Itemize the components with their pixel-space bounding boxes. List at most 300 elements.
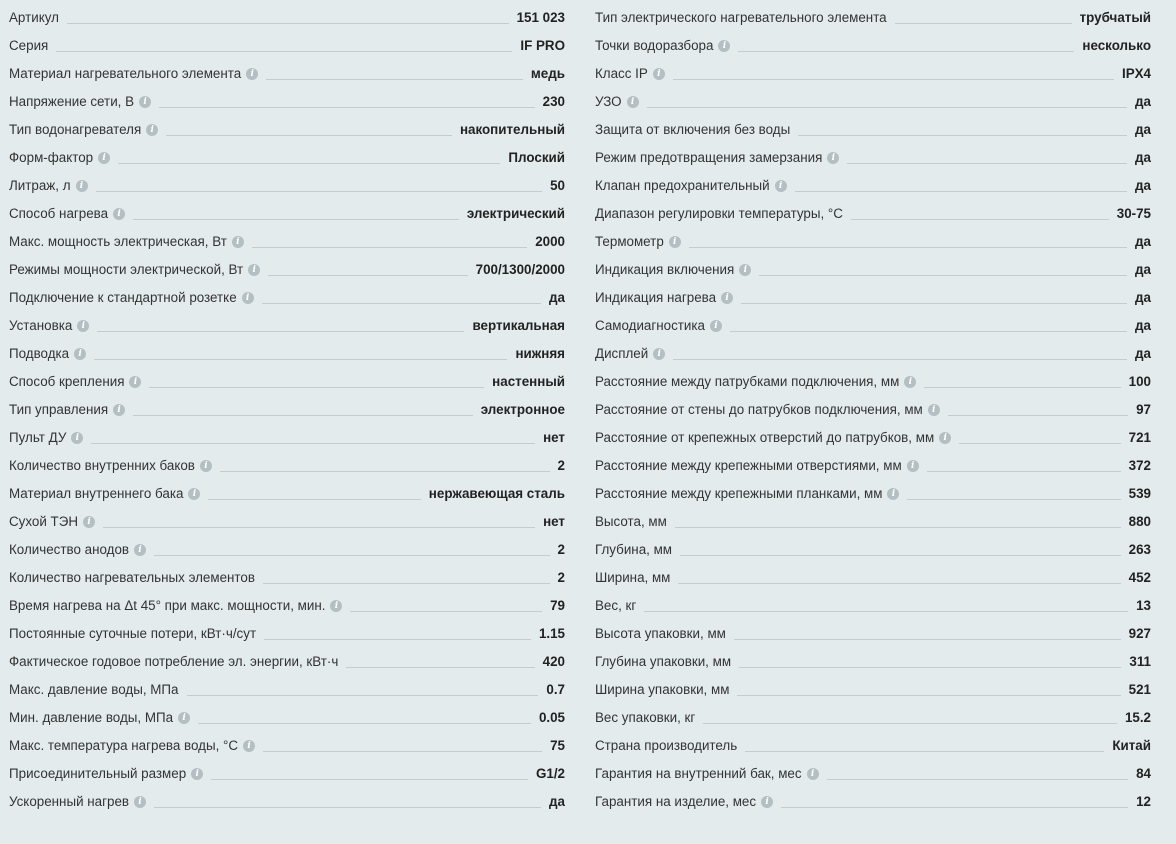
spec-row <box>595 478 1151 506</box>
spec-label-text: Макс. давление воды, МПа <box>9 682 179 697</box>
spec-label <box>9 654 338 670</box>
leader-line <box>730 331 1127 332</box>
info-icon[interactable]: i <box>827 152 839 164</box>
spec-row <box>9 730 565 758</box>
info-icon[interactable]: i <box>887 488 899 500</box>
spec-row <box>9 198 565 226</box>
spec-label <box>9 402 125 418</box>
spec-value: да <box>549 794 565 809</box>
spec-row <box>9 674 565 702</box>
info-icon[interactable]: i <box>242 292 254 304</box>
info-icon[interactable]: i <box>653 348 665 360</box>
spec-value: 1.15 <box>538 626 565 641</box>
spec-value: Плоский <box>508 150 565 165</box>
leader-line <box>350 611 542 612</box>
spec-value: 100 <box>1128 374 1151 389</box>
leader-line <box>927 471 1121 472</box>
spec-label <box>9 318 89 334</box>
spec-label-text: Расстояние между патрубками подключения, мм <box>595 374 900 389</box>
spec-row <box>9 170 565 198</box>
leader-line <box>847 163 1127 164</box>
leader-line <box>959 443 1121 444</box>
spec-label-text: Присоединительный размер <box>9 766 187 781</box>
spec-row <box>595 702 1151 730</box>
spec-label <box>595 794 773 810</box>
leader-line <box>798 135 1127 136</box>
spec-label-text: Высота, мм <box>595 514 667 529</box>
spec-row <box>9 478 565 506</box>
spec-label-text: Ширина упаковки, мм <box>595 682 730 697</box>
spec-row <box>9 310 565 338</box>
spec-label <box>595 710 695 726</box>
spec-label-text: Количество внутренних баков <box>9 458 195 473</box>
spec-value: 2000 <box>535 234 565 249</box>
spec-row <box>9 86 565 114</box>
leader-line <box>745 751 1104 752</box>
info-icon[interactable]: i <box>939 432 951 444</box>
info-icon[interactable]: i <box>669 236 681 248</box>
spec-row <box>595 282 1151 310</box>
spec-label-text: Подключение к стандартной розетке <box>9 290 237 305</box>
spec-label <box>595 402 940 418</box>
spec-value: да <box>1135 262 1151 277</box>
spec-label-text: Ширина, мм <box>595 570 671 585</box>
spec-label-text: Класс IP <box>595 66 648 81</box>
spec-row <box>9 366 565 394</box>
spec-row <box>9 450 565 478</box>
spec-value: 539 <box>1128 486 1151 501</box>
spec-value: 84 <box>1136 766 1151 781</box>
spec-value: нет <box>543 430 565 445</box>
spec-label-text: Самодиагностика <box>595 318 706 333</box>
spec-value: IPX4 <box>1121 66 1151 81</box>
info-icon[interactable]: i <box>178 712 190 724</box>
spec-label-text: Глубина, мм <box>595 542 673 557</box>
spec-label <box>9 10 59 26</box>
spec-row <box>9 282 565 310</box>
spec-row <box>9 534 565 562</box>
spec-row <box>9 58 565 86</box>
info-icon[interactable]: i <box>710 320 722 332</box>
spec-label-text: Расстояние между крепежными отверстиями, мм <box>595 458 902 473</box>
spec-label <box>9 458 212 474</box>
info-icon[interactable]: i <box>243 740 255 752</box>
spec-label <box>595 430 951 446</box>
spec-value: настенный <box>492 374 565 389</box>
spec-label <box>595 94 639 110</box>
info-icon[interactable]: i <box>129 376 141 388</box>
spec-label <box>9 234 244 250</box>
spec-label <box>9 178 88 194</box>
spec-label-text: Индикация включения <box>595 262 735 277</box>
spec-label-text: Страна производитель <box>595 738 738 753</box>
spec-row <box>595 506 1151 534</box>
spec-label <box>595 150 839 166</box>
spec-value: Китай <box>1112 738 1151 753</box>
spec-label <box>595 374 916 390</box>
spec-label <box>9 626 256 642</box>
spec-value: нет <box>543 514 565 529</box>
spec-row <box>9 646 565 674</box>
spec-label-text: Тип электрического нагревательного элемента <box>595 10 887 25</box>
spec-row <box>595 30 1151 58</box>
info-icon[interactable]: i <box>721 292 733 304</box>
spec-value: 372 <box>1128 458 1151 473</box>
leader-line <box>166 135 452 136</box>
spec-value: 721 <box>1128 430 1151 445</box>
spec-value: медь <box>530 66 565 81</box>
spec-value: 2 <box>557 458 565 473</box>
spec-value: да <box>1135 290 1151 305</box>
spec-label-text: Время нагрева на Δt 45° при макс. мощности, мин. <box>9 598 326 613</box>
spec-value: 79 <box>550 598 565 613</box>
spec-label-text: Вес упаковки, кг <box>595 710 696 725</box>
spec-value: 420 <box>542 654 565 669</box>
leader-line <box>689 247 1127 248</box>
spec-label <box>9 682 179 698</box>
leader-line <box>738 51 1074 52</box>
spec-label-text: УЗО <box>595 94 622 109</box>
spec-label <box>9 486 200 502</box>
leader-line <box>149 387 484 388</box>
spec-row <box>595 674 1151 702</box>
leader-line <box>133 219 459 220</box>
spec-label <box>595 542 672 558</box>
spec-label-text: Тип водонагревателя <box>9 122 142 137</box>
leader-line <box>263 751 542 752</box>
spec-value: 263 <box>1128 542 1151 557</box>
spec-label-text: Напряжение сети, В <box>9 94 135 109</box>
spec-row <box>595 590 1151 618</box>
spec-label <box>9 346 86 362</box>
leader-line <box>266 79 523 80</box>
spec-value: 30-75 <box>1116 206 1151 221</box>
spec-row <box>9 562 565 590</box>
leader-line <box>647 107 1127 108</box>
spec-row <box>9 2 565 30</box>
info-icon[interactable]: i <box>200 460 212 472</box>
leader-line <box>739 667 1121 668</box>
spec-label <box>9 94 151 110</box>
spec-label <box>595 234 681 250</box>
leader-line <box>187 695 539 696</box>
spec-label-text: Количество анодов <box>9 542 129 557</box>
spec-label <box>9 290 254 306</box>
spec-label <box>595 346 665 362</box>
spec-value: да <box>549 290 565 305</box>
spec-value: да <box>1135 94 1151 109</box>
spec-label-text: Гарантия на внутренний бак, мес <box>595 766 802 781</box>
leader-line <box>781 807 1128 808</box>
leader-line <box>734 639 1121 640</box>
spec-label <box>9 570 255 586</box>
spec-label <box>9 794 146 810</box>
spec-row <box>595 170 1151 198</box>
leader-line <box>948 415 1128 416</box>
spec-value: 50 <box>550 178 565 193</box>
spec-label-text: Фактическое годовое потребление эл. энергии, кВт·ч <box>9 654 339 669</box>
spec-row <box>595 422 1151 450</box>
leader-line <box>827 779 1129 780</box>
spec-value: 880 <box>1128 514 1151 529</box>
spec-value: да <box>1135 346 1151 361</box>
leader-line <box>264 639 531 640</box>
leader-line <box>924 387 1120 388</box>
spec-label <box>595 626 726 642</box>
info-icon[interactable]: i <box>76 180 88 192</box>
spec-label-text: Макс. мощность электрическая, Вт <box>9 234 227 249</box>
spec-label-text: Способ крепления <box>9 374 125 389</box>
info-icon[interactable]: i <box>246 68 258 80</box>
leader-line <box>741 303 1127 304</box>
info-icon[interactable]: i <box>232 236 244 248</box>
spec-value: 75 <box>550 738 565 753</box>
leader-line <box>103 527 535 528</box>
spec-label <box>9 262 260 278</box>
leader-line <box>211 779 528 780</box>
spec-row <box>595 310 1151 338</box>
info-icon[interactable]: i <box>739 264 751 276</box>
spec-label <box>9 430 83 446</box>
spec-row <box>595 338 1151 366</box>
spec-label <box>595 486 899 502</box>
spec-value: накопительный <box>459 122 565 137</box>
spec-row <box>595 394 1151 422</box>
spec-label-text: Серия <box>9 38 49 53</box>
spec-row <box>595 114 1151 142</box>
info-icon[interactable]: i <box>74 348 86 360</box>
leader-line <box>118 163 500 164</box>
info-icon[interactable]: i <box>775 180 787 192</box>
info-icon[interactable]: i <box>928 404 940 416</box>
spec-label-text: Дисплей <box>595 346 649 361</box>
spec-label-text: Установка <box>9 318 73 333</box>
spec-value: 700/1300/2000 <box>475 262 565 277</box>
spec-label-text: Сухой ТЭН <box>9 514 79 529</box>
spec-label-text: Количество нагревательных элементов <box>9 570 255 585</box>
spec-row <box>9 338 565 366</box>
leader-line <box>56 51 512 52</box>
leader-line <box>67 23 509 24</box>
spec-row <box>595 450 1151 478</box>
leader-line <box>673 79 1114 80</box>
spec-label-text: Режим предотвращения замерзания <box>595 150 823 165</box>
leader-line <box>96 191 543 192</box>
spec-value: да <box>1135 234 1151 249</box>
spec-row <box>9 142 565 170</box>
leader-line <box>208 499 420 500</box>
spec-row <box>595 618 1151 646</box>
spec-row <box>9 702 565 730</box>
spec-label-text: Индикация нагрева <box>595 290 717 305</box>
spec-value: G1/2 <box>535 766 565 781</box>
spec-label <box>595 262 751 278</box>
spec-label-text: Подводка <box>9 346 70 361</box>
spec-value: электронное <box>480 402 565 417</box>
leader-line <box>94 359 507 360</box>
info-icon[interactable]: i <box>191 768 203 780</box>
spec-row <box>595 2 1151 30</box>
info-icon[interactable]: i <box>113 404 125 416</box>
spec-label-text: Литраж, л <box>9 178 71 193</box>
spec-label-text: Глубина упаковки, мм <box>595 654 732 669</box>
spec-row <box>595 534 1151 562</box>
spec-row <box>9 758 565 786</box>
spec-label <box>9 38 48 54</box>
spec-label-text: Гарантия на изделие, мес <box>595 794 757 809</box>
info-icon[interactable]: i <box>83 516 95 528</box>
leader-line <box>198 723 531 724</box>
leader-line <box>907 499 1120 500</box>
spec-value: IF PRO <box>520 38 565 53</box>
spec-label-text: Клапан предохранительный <box>595 178 770 193</box>
specs-column-right <box>595 2 1151 844</box>
info-icon[interactable]: i <box>139 96 151 108</box>
spec-label <box>9 374 141 390</box>
spec-row <box>595 646 1151 674</box>
spec-label-text: Материал внутреннего бака <box>9 486 184 501</box>
spec-value: 2 <box>557 570 565 585</box>
spec-label <box>9 66 258 82</box>
spec-value: трубчатый <box>1079 10 1151 25</box>
leader-line <box>263 583 550 584</box>
info-icon[interactable]: i <box>188 488 200 500</box>
spec-label <box>595 290 733 306</box>
spec-label <box>9 710 190 726</box>
spec-value: да <box>1135 318 1151 333</box>
spec-label-text: Расстояние от стены до патрубков подключения, мм <box>595 402 923 417</box>
info-icon[interactable]: i <box>653 68 665 80</box>
leader-line <box>644 611 1128 612</box>
spec-label-text: Макс. температура нагрева воды, °C <box>9 738 239 753</box>
spec-label <box>595 570 670 586</box>
spec-value: 0.7 <box>546 682 565 697</box>
info-icon[interactable]: i <box>98 152 110 164</box>
spec-label-text: Режимы мощности электрической, Вт <box>9 262 244 277</box>
spec-row <box>9 786 565 814</box>
spec-label-text: Постоянные суточные потери, кВт·ч/сут <box>9 626 257 641</box>
leader-line <box>91 443 535 444</box>
spec-label-text: Вес, кг <box>595 598 637 613</box>
spec-label-text: Защита от включения без воды <box>595 122 791 137</box>
spec-label-text: Точки водоразбора <box>595 38 714 53</box>
spec-value: 230 <box>542 94 565 109</box>
spec-row <box>595 562 1151 590</box>
spec-label <box>595 682 729 698</box>
info-icon[interactable]: i <box>907 460 919 472</box>
spec-value: 452 <box>1128 570 1151 585</box>
spec-row <box>595 730 1151 758</box>
spec-label-text: Форм-фактор <box>9 150 94 165</box>
spec-label-text: Расстояние между крепежными планками, мм <box>595 486 883 501</box>
info-icon[interactable]: i <box>330 600 342 612</box>
spec-value: 2 <box>557 542 565 557</box>
spec-label <box>595 206 843 222</box>
spec-label-text: Материал нагревательного элемента <box>9 66 242 81</box>
leader-line <box>154 555 550 556</box>
spec-label <box>595 10 887 26</box>
spec-row <box>9 506 565 534</box>
info-icon[interactable]: i <box>77 320 89 332</box>
spec-row <box>9 254 565 282</box>
spec-row <box>9 394 565 422</box>
spec-value: нержавеющая сталь <box>428 486 565 501</box>
info-icon[interactable]: i <box>134 796 146 808</box>
leader-line <box>737 695 1120 696</box>
info-icon[interactable]: i <box>627 96 639 108</box>
spec-row <box>595 86 1151 114</box>
spec-label <box>9 598 342 614</box>
spec-value: несколько <box>1082 38 1151 53</box>
spec-row <box>9 30 565 58</box>
spec-label <box>9 122 158 138</box>
spec-row <box>595 142 1151 170</box>
spec-label <box>9 514 95 530</box>
spec-value: да <box>1135 150 1151 165</box>
specs-column-left <box>9 2 565 844</box>
info-icon[interactable]: i <box>71 432 83 444</box>
info-icon[interactable]: i <box>718 40 730 52</box>
spec-label-text: Пульт ДУ <box>9 430 67 445</box>
info-icon[interactable]: i <box>807 768 819 780</box>
info-icon[interactable]: i <box>113 208 125 220</box>
spec-row <box>595 758 1151 786</box>
spec-row <box>9 114 565 142</box>
leader-line <box>895 23 1072 24</box>
spec-row <box>595 198 1151 226</box>
spec-label-text: Диапазон регулировки температуры, °C <box>595 206 843 221</box>
spec-label <box>595 598 636 614</box>
info-icon[interactable]: i <box>134 544 146 556</box>
leader-line <box>680 555 1121 556</box>
spec-label <box>595 178 787 194</box>
spec-label-text: Тип управления <box>9 402 109 417</box>
spec-label <box>595 66 665 82</box>
spec-value: 0.05 <box>538 710 565 725</box>
info-icon[interactable]: i <box>904 376 916 388</box>
spec-value: 521 <box>1128 682 1151 697</box>
spec-label-text: Ускоренный нагрев <box>9 794 130 809</box>
spec-row <box>595 58 1151 86</box>
info-icon[interactable]: i <box>146 124 158 136</box>
spec-value: вертикальная <box>472 318 565 333</box>
info-icon[interactable]: i <box>761 796 773 808</box>
spec-label <box>595 458 919 474</box>
spec-value: 311 <box>1129 654 1151 669</box>
spec-label <box>9 766 203 782</box>
spec-label <box>595 318 722 334</box>
spec-label-text: Расстояние от крепежных отверстий до патрубков, мм <box>595 430 935 445</box>
spec-label <box>9 738 255 754</box>
spec-value: электрический <box>466 206 565 221</box>
spec-value: 927 <box>1128 626 1151 641</box>
leader-line <box>703 723 1117 724</box>
spec-value: 97 <box>1136 402 1151 417</box>
leader-line <box>220 471 550 472</box>
spec-label-text: Артикул <box>9 10 59 25</box>
spec-value: 151 023 <box>516 10 565 25</box>
leader-line <box>851 219 1109 220</box>
spec-label-text: Высота упаковки, мм <box>595 626 726 641</box>
leader-line <box>795 191 1127 192</box>
spec-value: да <box>1135 178 1151 193</box>
info-icon[interactable]: i <box>248 264 260 276</box>
spec-row <box>9 422 565 450</box>
spec-row <box>595 226 1151 254</box>
leader-line <box>759 275 1127 276</box>
spec-label <box>9 542 146 558</box>
spec-label <box>595 654 731 670</box>
